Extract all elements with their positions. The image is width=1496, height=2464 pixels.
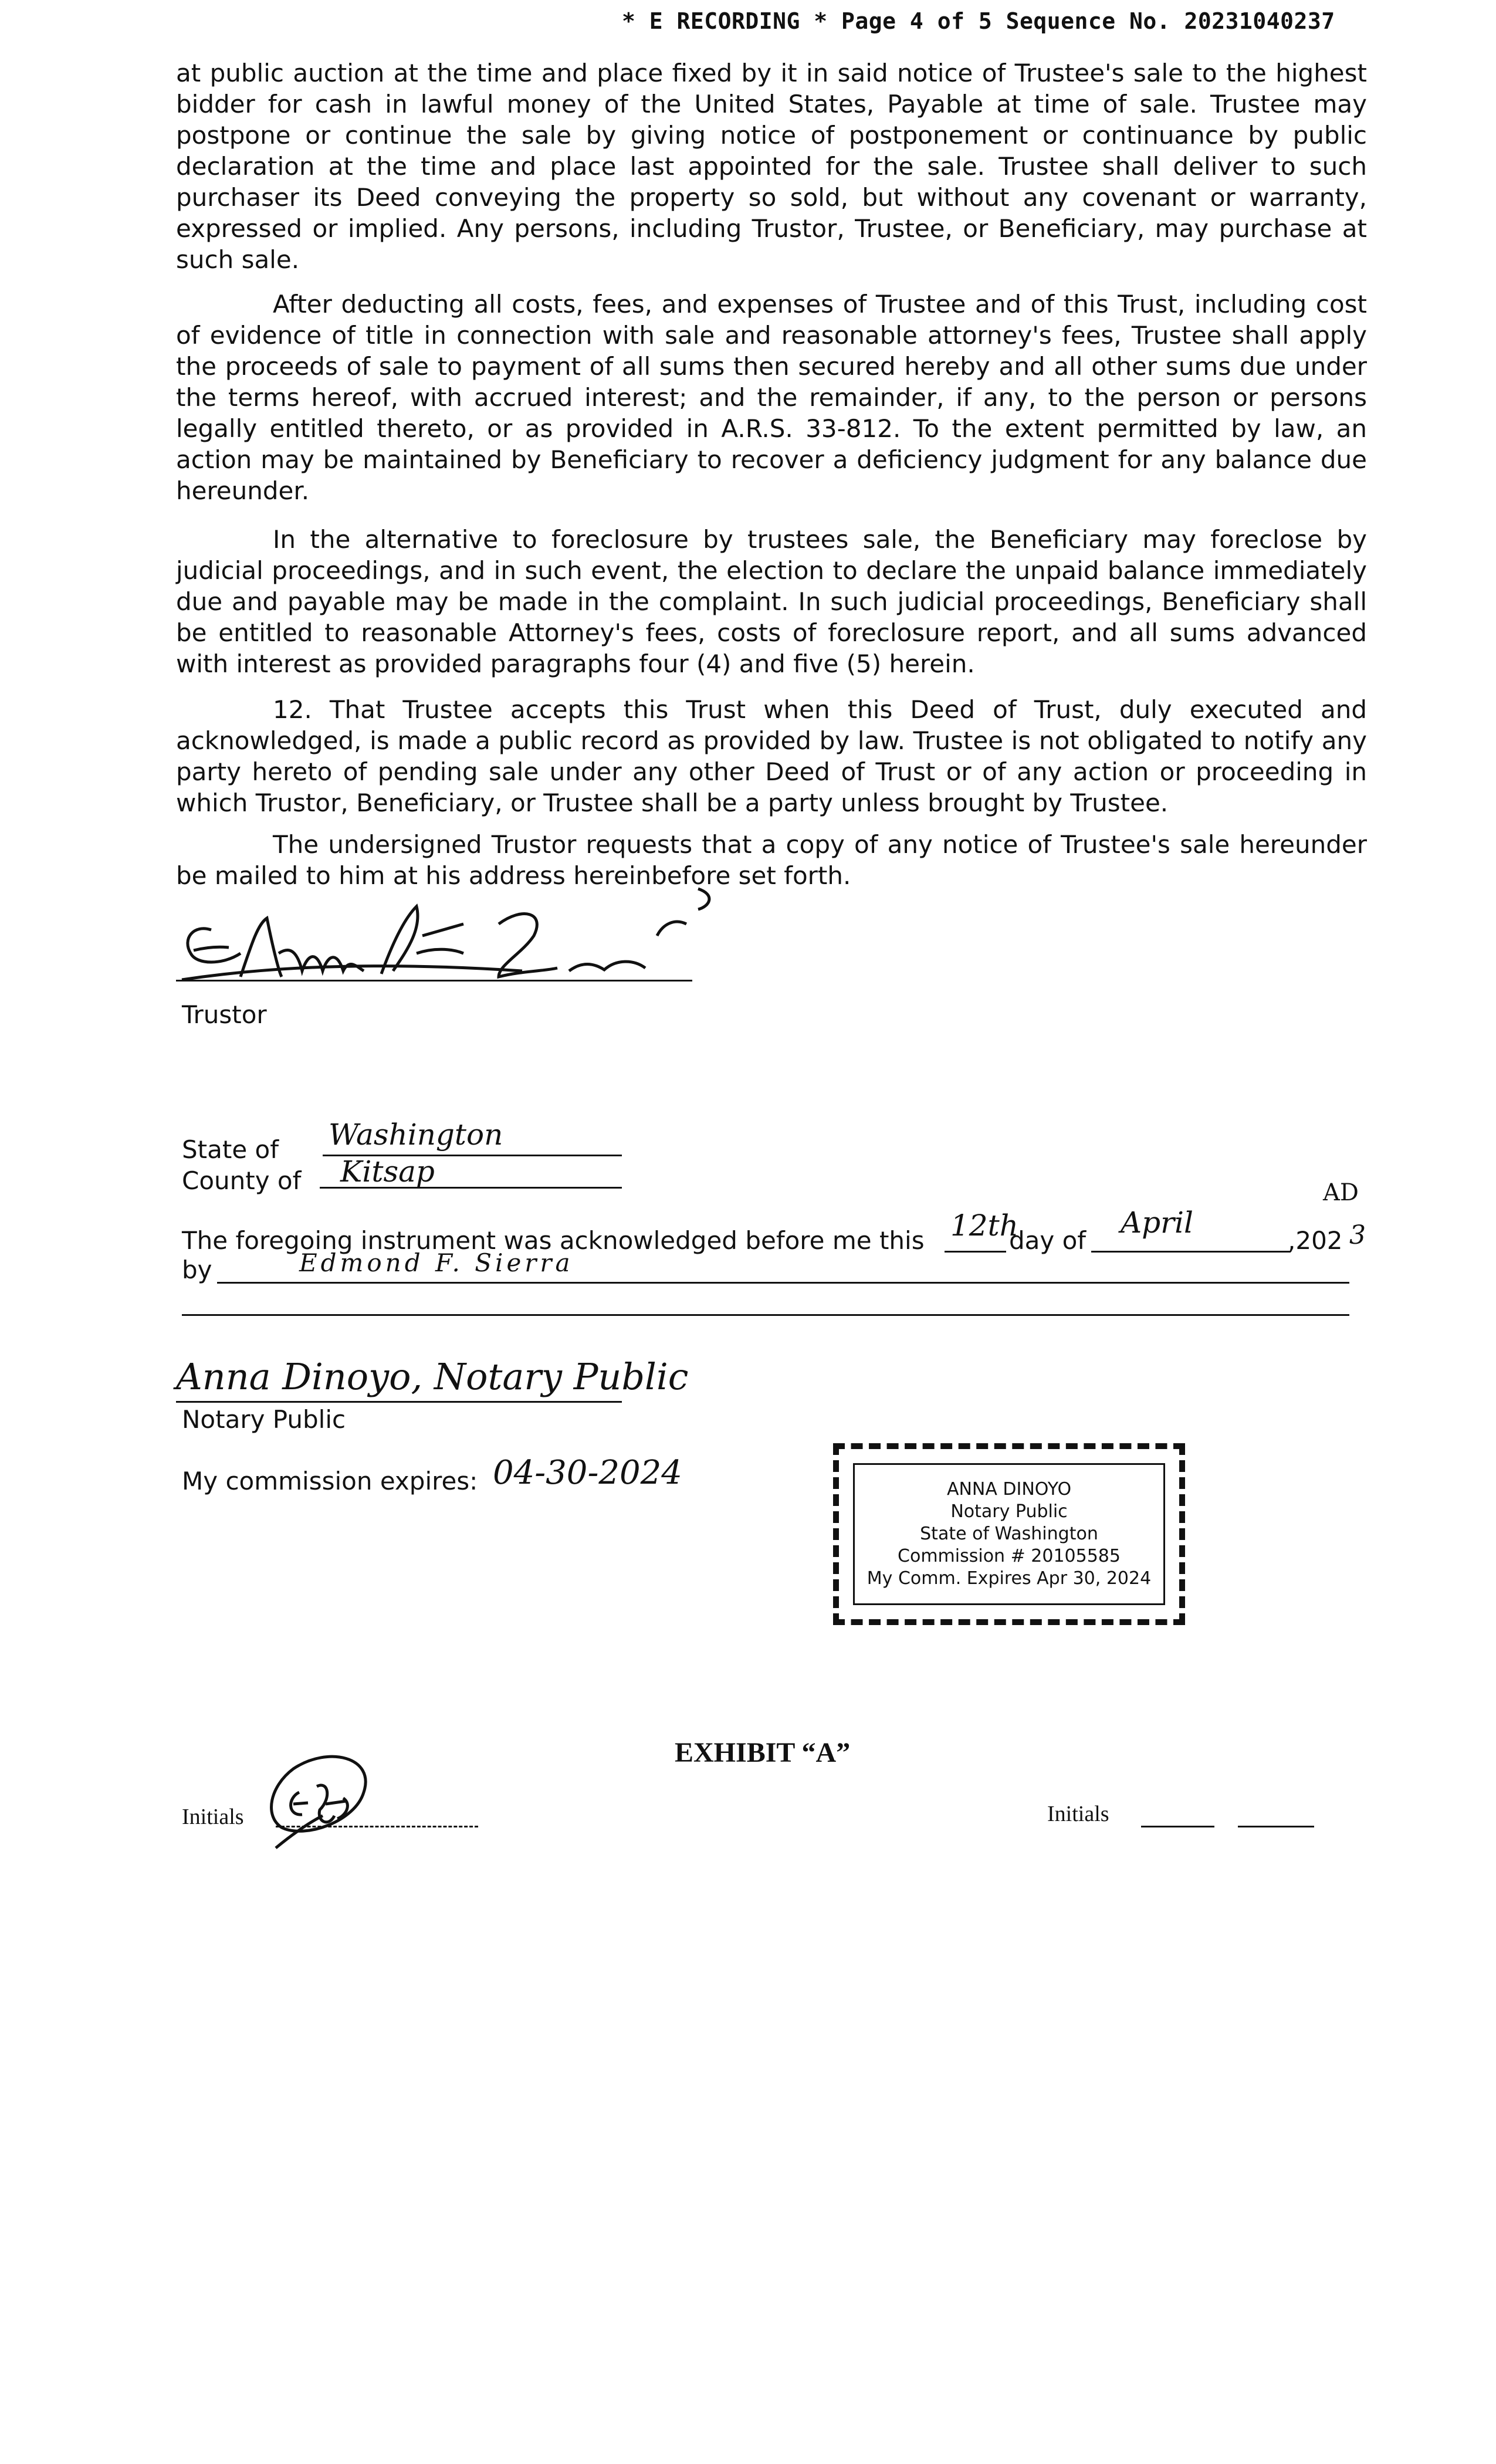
ack-ad: AD xyxy=(1323,1179,1359,1206)
state-label: State of xyxy=(182,1135,279,1164)
ack-year-prefix: ,202 xyxy=(1288,1226,1343,1255)
ack-month-line xyxy=(1091,1251,1291,1253)
stamp-expires: My Comm. Expires Apr 30, 2024 xyxy=(867,1568,1152,1589)
initials-right-line-2 xyxy=(1238,1826,1314,1827)
county-label: County of xyxy=(182,1166,302,1195)
notary-stamp xyxy=(833,1443,1185,1625)
county-value: Kitsap xyxy=(340,1155,435,1189)
county-line xyxy=(320,1187,622,1189)
stamp-title: Notary Public xyxy=(950,1501,1068,1522)
trustor-signature xyxy=(170,883,727,1000)
trustor-signature-line xyxy=(176,980,692,981)
state-value: Washington xyxy=(329,1118,503,1152)
paragraph-trustee-acceptance: 12. That Trustee accepts this Trust when this Deed of Trust, duly executed and acknowledged, is made a public record as provided by law. Trustee is not obligated to notify any party hereto of pending sale under any other Deed of Trust or of any action or proceeding in which Trustor, Beneficiary, or Trustee shall be a party unless brought by Trustee. xyxy=(176,695,1367,817)
recording-header: * E RECORDING * Page 4 of 5 Sequence No. 20231040237 xyxy=(622,8,1335,34)
commission-value: 04-30-2024 xyxy=(493,1454,682,1492)
notary-public-label: Notary Public xyxy=(182,1405,346,1434)
notary-stamp-inner xyxy=(853,1463,1165,1605)
ack-day: 12th xyxy=(950,1209,1018,1243)
initials-right-label: Initials xyxy=(1047,1802,1109,1826)
ack-day-of: day of xyxy=(1009,1226,1087,1255)
by-label: by xyxy=(182,1255,212,1284)
by-line xyxy=(217,1282,1349,1284)
paragraph-judicial-foreclosure: In the alternative to foreclosure by trustees sale, the Beneficiary may foreclose by judicial proceedings, and in such event, the election to declare the unpaid balance immediately due and payable may be made in the complaint. In such judicial proceedings, Beneficiary shall be entitled to reasonable Attorney's fees, costs of foreclosure report, and all sums advanced with interest as provided paragraphs four (4) and five (5) herein. xyxy=(176,525,1367,678)
ack-day-line xyxy=(945,1251,1006,1253)
stamp-commission: Commission # 20105585 xyxy=(898,1546,1121,1566)
initials-left-signature xyxy=(258,1745,387,1863)
trustor-label: Trustor xyxy=(182,1000,267,1029)
by-line-2 xyxy=(182,1314,1349,1316)
exhibit-heading: EXHIBIT “A” xyxy=(675,1737,851,1768)
paragraph-auction: at public auction at the time and place fixed by it in said notice of Trustee's sale to the highest bidder for cash in lawful money of the United States, Payable at time of sale. Trustee may postpone or continue the sale by giving notice of postponement or continuance by public declaration at the time and place last appointed for the sale. Trustee shall deliver to such purchaser its Deed conveying the property so sold, but without any covenant or warranty, expressed or implied. Any persons, including Trustor, Trustee, or Beneficiary, may purchase at such sale. xyxy=(176,59,1367,274)
commission-label: My commission expires: xyxy=(182,1467,478,1495)
stamp-state: State of Washington xyxy=(920,1524,1098,1544)
initials-left-label: Initials xyxy=(182,1805,244,1829)
paragraph-proceeds: After deducting all costs, fees, and expenses of Trustee and of this Trust, including cost of evidence of title in connection with sale and reasonable attorney's fees, Trustee shall apply the proceeds of sale to payment of all sums then secured hereby and all other sums due under the terms hereof, with accrued interest; and the remainder, if any, to the person or persons legally entitled thereto, or as provided in A.R.S. 33-812. To the extent permitted by law, an action may be maintained by Beneficiary to recover a deficiency judgment for any balance due hereunder. xyxy=(176,290,1367,505)
stamp-name: ANNA DINOYO xyxy=(946,1479,1072,1500)
ack-text: The foregoing instrument was acknowledged before me this xyxy=(182,1226,925,1255)
ack-year-hand: 3 xyxy=(1349,1220,1366,1250)
initials-right-line-1 xyxy=(1141,1826,1214,1827)
ack-month: April xyxy=(1121,1206,1193,1240)
notary-signature: Anna Dinoyo, Notary Public xyxy=(176,1355,689,1398)
by-value: Edmond F. Sierra xyxy=(299,1248,574,1277)
initials-left-line xyxy=(276,1826,478,1827)
paragraph-notice-request: The undersigned Trustor requests that a copy of any notice of Trustee's sale hereunder be mailed to him at his address hereinbefore set forth. xyxy=(176,830,1367,890)
notary-signature-line xyxy=(176,1401,622,1403)
